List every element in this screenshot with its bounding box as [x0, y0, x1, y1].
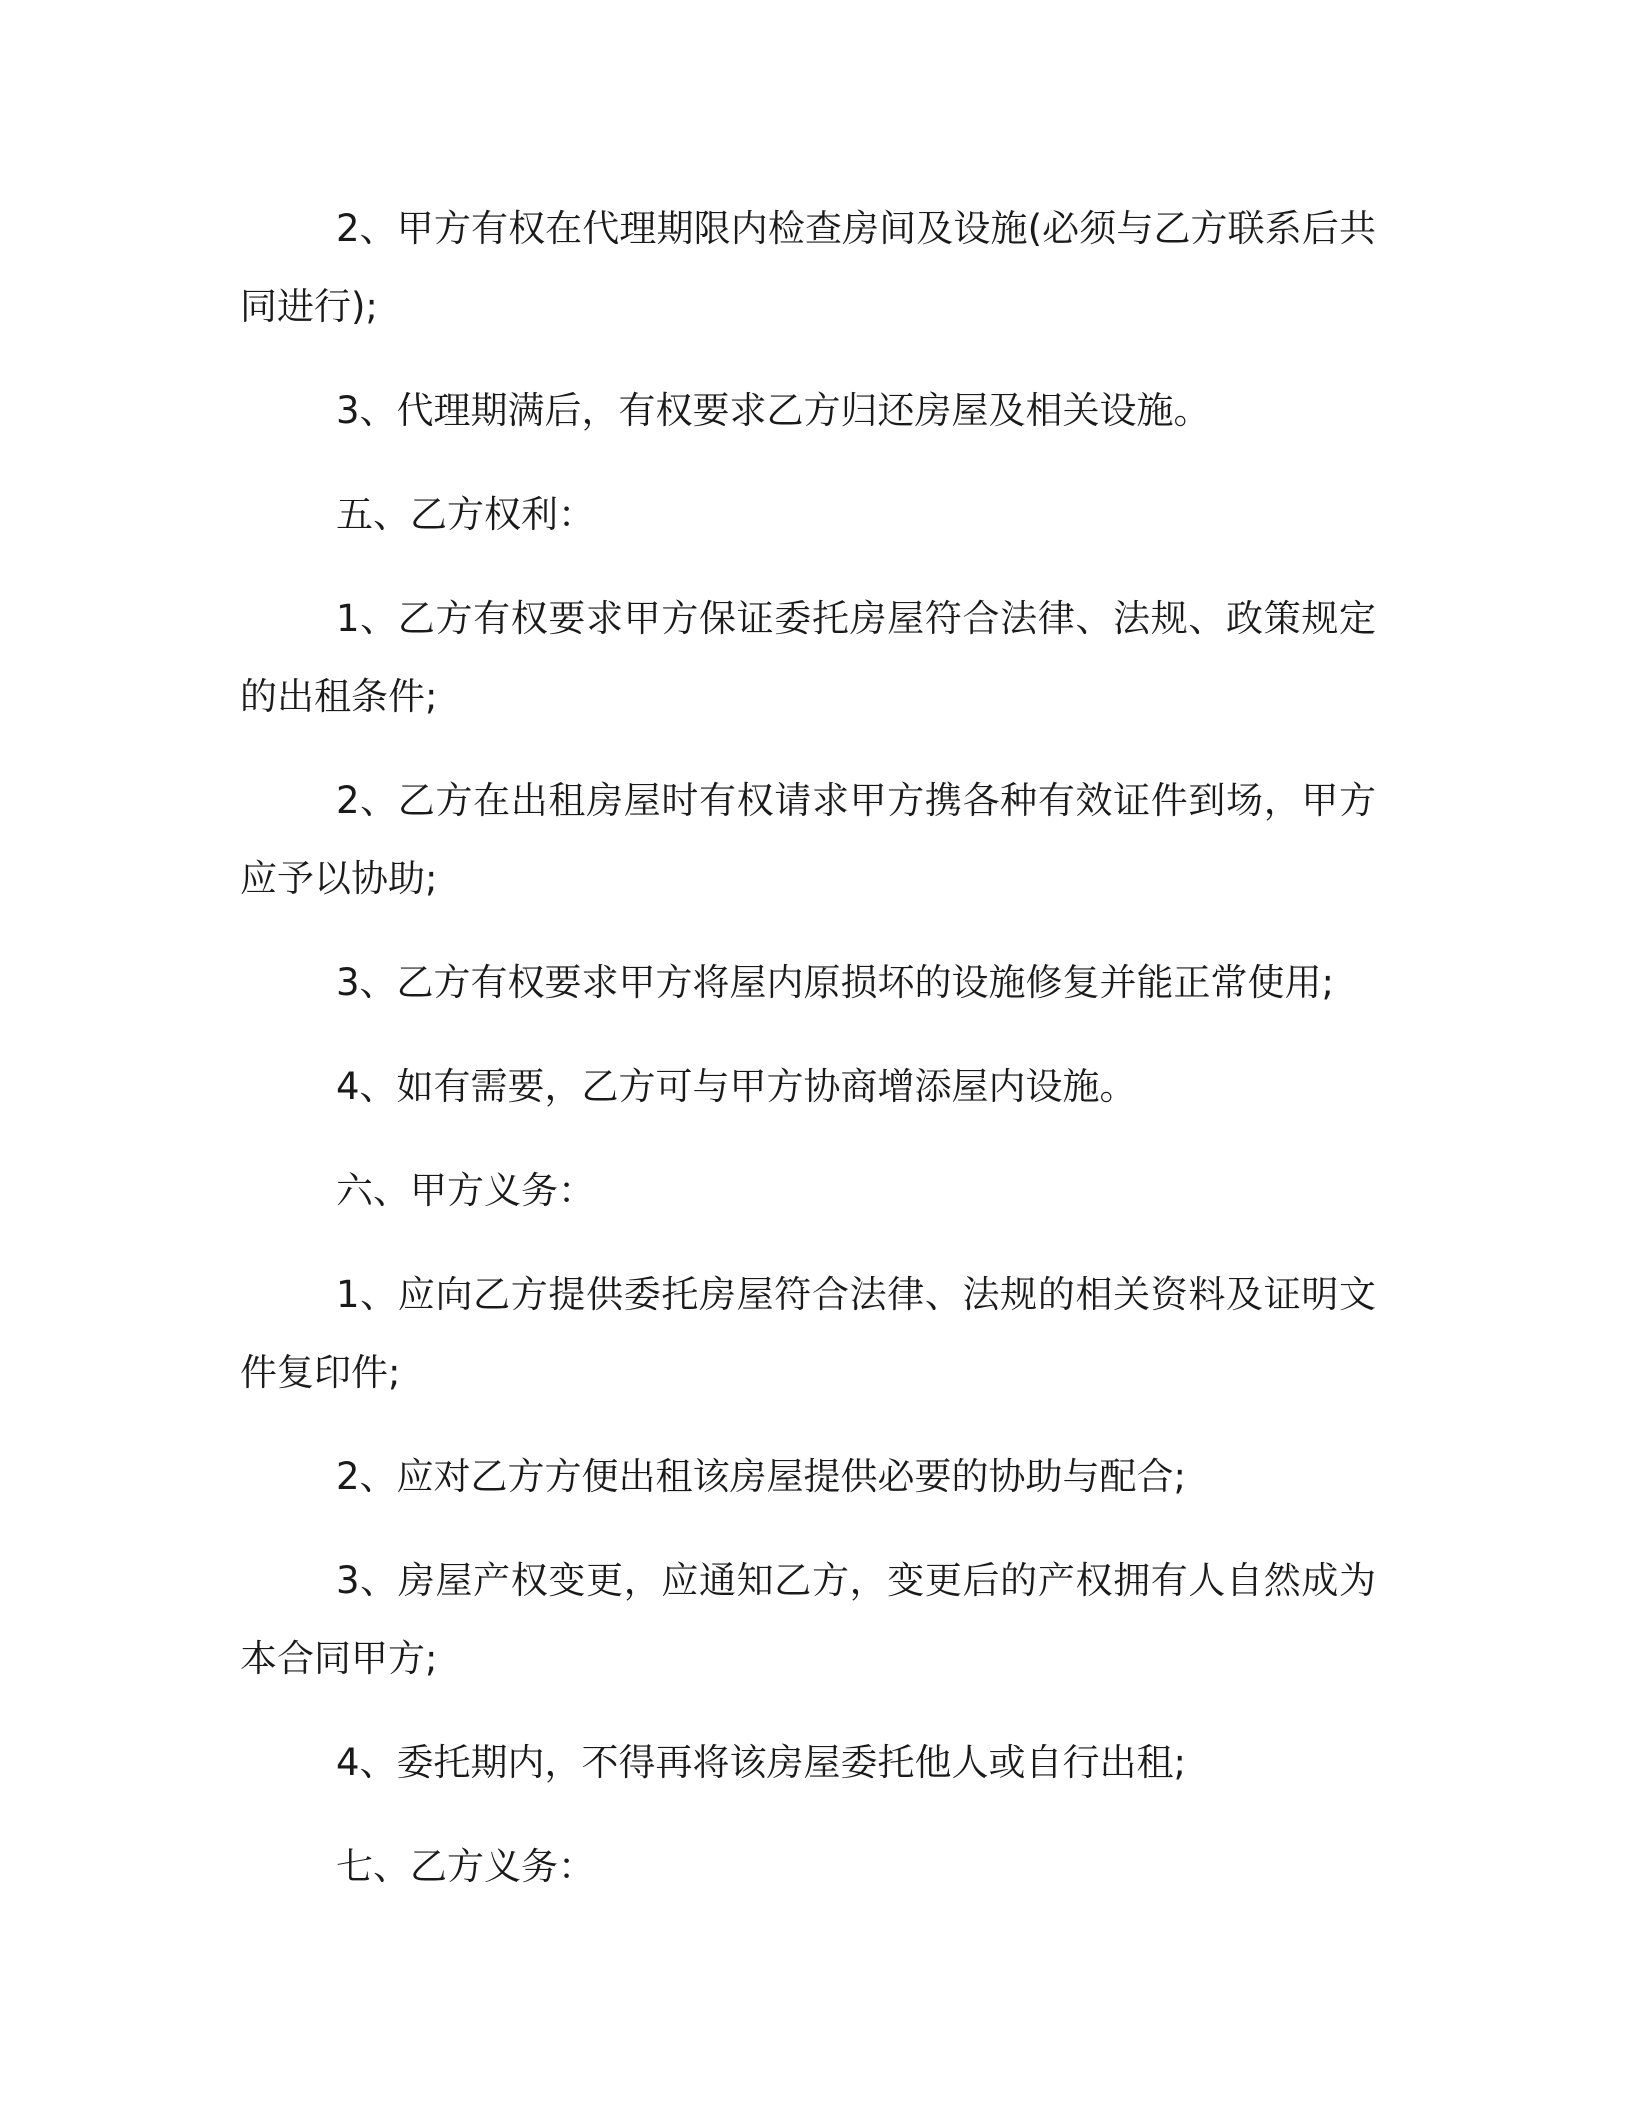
paragraph-owner-right-2: 2、甲方有权在代理期限内检查房间及设施(必须与乙方联系后共同进行);	[240, 207, 1376, 328]
document-body	[240, 190, 1376, 1932]
section-heading-agent-obligations: 七、乙方义务：	[336, 1845, 595, 1888]
paragraph-agent-right-4: 4、如有需要，乙方可与甲方协商增添屋内设施。	[336, 1065, 1137, 1108]
paragraph-owner-obligation-1: 1、应向乙方提供委托房屋符合法律、法规的相关资料及证明文件复印件;	[240, 1273, 1376, 1394]
paragraph-owner-obligation-4: 4、委托期内，不得再将该房屋委托他人或自行出租;	[336, 1741, 1187, 1784]
paragraph-owner-obligation-2: 2、应对乙方方便出租该房屋提供必要的协助与配合;	[336, 1455, 1187, 1498]
paragraph-owner-right-3: 3、代理期满后，有权要求乙方归还房屋及相关设施。	[336, 389, 1211, 432]
paragraph-owner-obligation-3: 3、房屋产权变更，应通知乙方，变更后的产权拥有人自然成为本合同甲方;	[240, 1559, 1376, 1680]
paragraph-agent-right-1: 1、乙方有权要求甲方保证委托房屋符合法律、法规、政策规定的出租条件;	[240, 597, 1376, 718]
paragraph-agent-right-2: 2、乙方在出租房屋时有权请求甲方携各种有效证件到场，甲方应予以协助;	[240, 779, 1376, 900]
section-heading-owner-obligations: 六、甲方义务：	[336, 1169, 595, 1212]
section-heading-agent-rights: 五、乙方权利：	[336, 493, 595, 536]
paragraph-agent-right-3: 3、乙方有权要求甲方将屋内原损坏的设施修复并能正常使用;	[336, 961, 1335, 1004]
